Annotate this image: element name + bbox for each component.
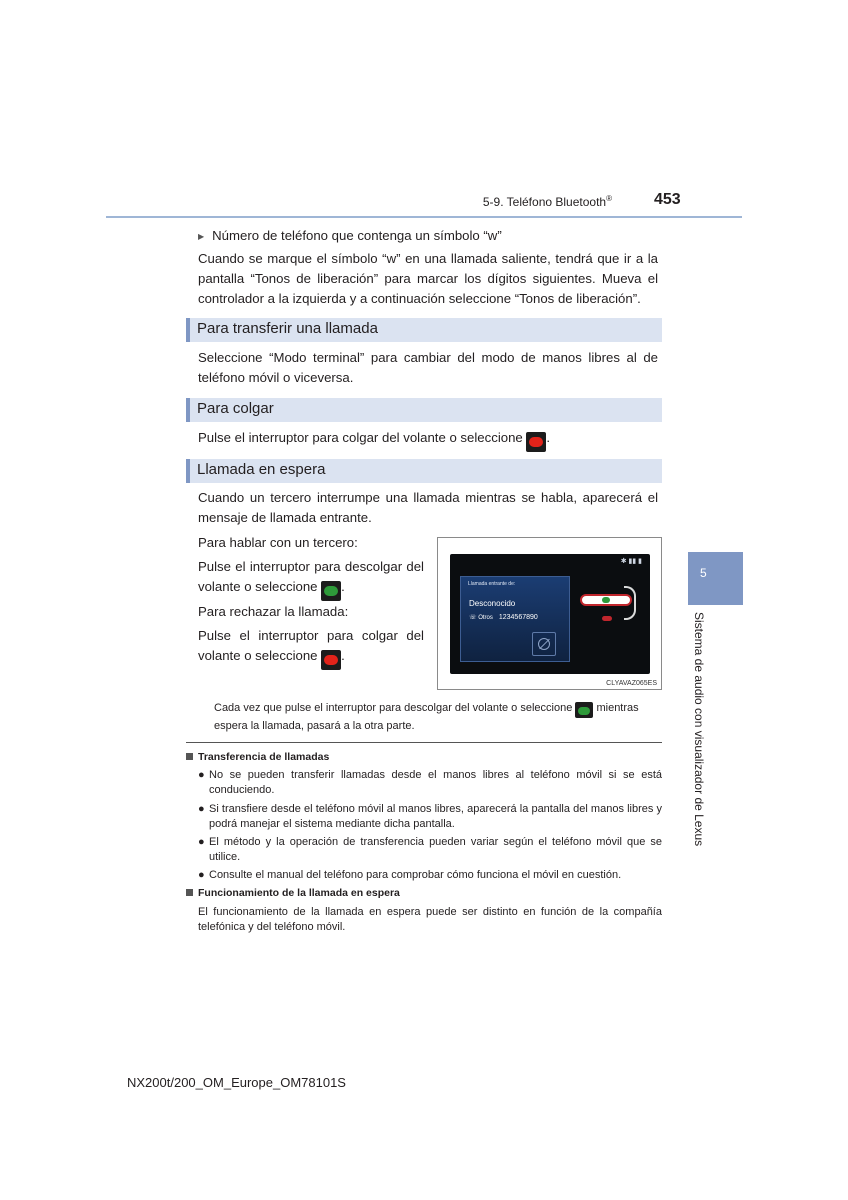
page-number: 453	[654, 191, 681, 208]
intro-bullet: ▶ Número de teléfono que contenga un símbolo “w”	[198, 226, 662, 247]
section-heading-transfer: Para transferir una llamada	[186, 318, 662, 342]
section-heading-hangup: Para colgar	[186, 398, 662, 422]
header-divider	[106, 216, 742, 218]
pick-up-phone-icon	[602, 597, 610, 603]
section-hangup-text: Pulse el interruptor para colgar del volante o seleccione .	[198, 428, 658, 452]
triangle-bullet-icon: ▶	[198, 232, 205, 241]
selection-bracket	[624, 586, 636, 620]
note-title-call-waiting: Funcionamiento de la llamada en espera	[186, 887, 400, 899]
reject-label: Para rechazar la llamada:	[198, 604, 349, 619]
hang-up-phone-icon	[526, 432, 546, 452]
note-item: ● El método y la operación de transferencia pueden variar según el teléfono móvil que se utilice.	[198, 836, 662, 863]
note-item: ● No se pueden transferir llamadas desde el manos libres al teléfono móvil si se está conduciendo.	[198, 769, 662, 796]
chapter-tab: 5	[688, 552, 743, 605]
note-paragraph: El funcionamiento de la llamada en espera puede ser distinto en función de la compañía telefónica y del teléfono móvil.	[198, 906, 662, 933]
figure-caption: Cada vez que pulse el interruptor para descolgar del volante o seleccione mientras espera la llamada, pasará a la otra parte.	[214, 702, 639, 732]
status-icons: ✱ ▮▮ ▮	[620, 558, 642, 565]
phone-type-icon: ☏	[469, 615, 477, 621]
square-bullet-icon	[186, 889, 193, 896]
answer-label: Para hablar con un tercero:	[198, 535, 358, 550]
incoming-call-label: Llamada entrante de:	[468, 581, 516, 587]
section-heading-call-waiting: Llamada en espera	[186, 459, 662, 483]
note-item: ● Consulte el manual del teléfono para comprobar cómo funciona el móvil en cuestión.	[198, 869, 622, 881]
note-item: ● Si transfiere desde el teléfono móvil al manos libres, aparecerá la pantalla del manos libres y podrá manejar el sistema mediante dicha pantalla.	[198, 803, 662, 830]
notes-divider	[186, 742, 662, 743]
section-transfer-text: Seleccione “Modo terminal” para cambiar del modo de manos libres al de teléfono móvil o viceversa.	[198, 350, 658, 385]
reject-instruction: Pulse el interruptor para colgar del volante o seleccione .	[198, 626, 424, 670]
incoming-call-screen-figure	[437, 537, 662, 690]
intro-paragraph: Cuando se marque el símbolo “w” en una llamada saliente, tendrá que ir a la pantalla “Tonos de liberación” para marcar los dígitos siguientes. Mueva el controlador a la izquierda y a continuación seleccione “Tonos de liberación”.	[198, 251, 658, 306]
note-title-transfer: Transferencia de llamadas	[186, 751, 329, 763]
figure-code: CLYAVAZ065ES	[606, 680, 657, 687]
reject-call-icon	[602, 616, 612, 621]
chapter-title: Sistema de audio con visualizador de Lexus	[692, 612, 706, 847]
caller-number-row: ☏ Otros 1234567890	[469, 614, 538, 621]
pick-up-phone-icon	[575, 702, 593, 718]
hang-up-phone-icon	[321, 650, 341, 670]
caller-name: Desconocido	[469, 599, 516, 608]
display-screen	[450, 554, 650, 674]
header-section-title: 5-9. Teléfono Bluetooth®	[482, 194, 612, 209]
answer-instruction: Pulse el interruptor para descolgar del volante o seleccione .	[198, 557, 424, 601]
footer-document-code: NX200t/200_OM_Europe_OM78101S	[127, 1075, 346, 1090]
incoming-call-panel	[460, 576, 570, 662]
disabled-icon	[532, 632, 556, 656]
section-call-waiting-text: Cuando un tercero interrumpe una llamada mientras se habla, aparecerá el mensaje de llamada entrante.	[198, 490, 658, 525]
square-bullet-icon	[186, 753, 193, 760]
pick-up-phone-icon	[321, 581, 341, 601]
